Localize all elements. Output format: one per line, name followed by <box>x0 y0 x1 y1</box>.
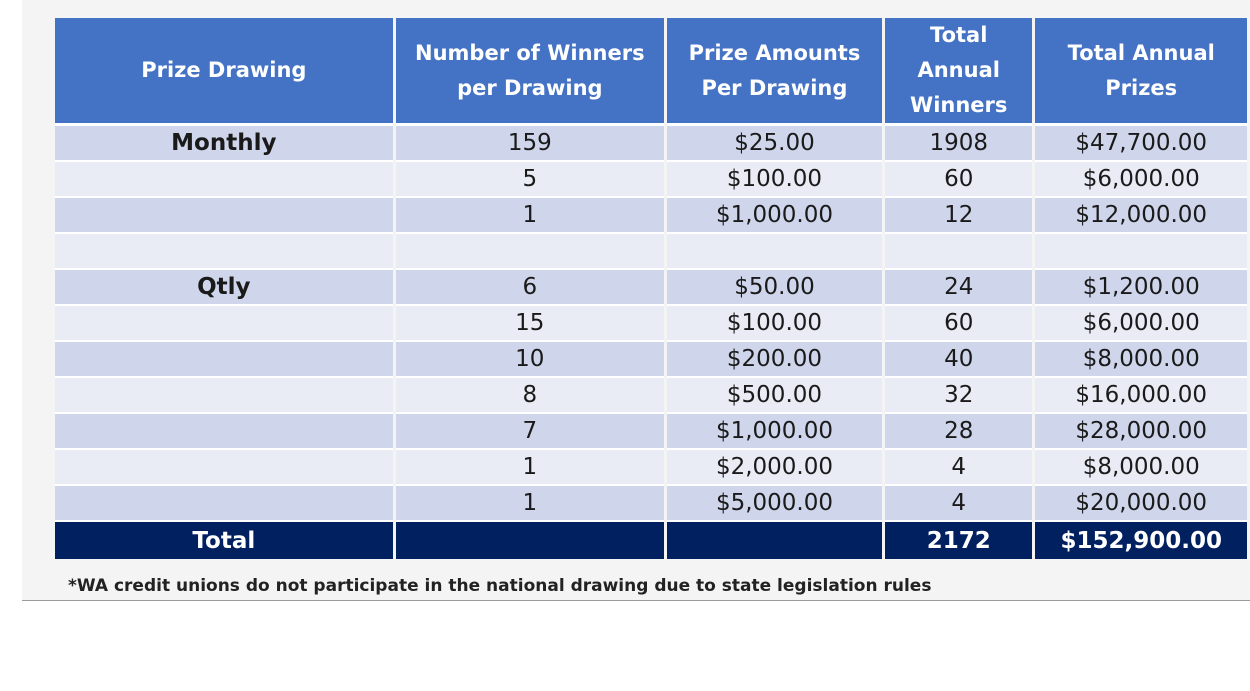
table-row <box>55 270 1247 306</box>
cell-prize-amount: $1,000.00 <box>667 414 882 450</box>
cell-prize-amount: $200.00 <box>667 342 882 378</box>
table-row <box>55 198 1247 234</box>
cell-total-annual-prizes <box>1035 234 1247 270</box>
total-annual-winners: 2172 <box>885 522 1032 559</box>
total-label: Total <box>55 522 393 559</box>
cell-total-annual-prizes: $1,200.00 <box>1035 270 1247 306</box>
cell-winners-per-drawing: 15 <box>396 306 664 342</box>
cell-prize-drawing <box>55 414 393 450</box>
header-row <box>55 18 1247 126</box>
total-prize-amount <box>667 522 882 559</box>
cell-total-annual-prizes: $12,000.00 <box>1035 198 1247 234</box>
cell-total-annual-prizes: $6,000.00 <box>1035 162 1247 198</box>
cell-prize-amount: $2,000.00 <box>667 450 882 486</box>
table-row <box>55 306 1247 342</box>
cell-winners-per-drawing: 1 <box>396 486 664 522</box>
footnote: *WA credit unions do not participate in the national drawing due to state legislation rules <box>68 576 932 596</box>
total-winners-per-drawing <box>396 522 664 559</box>
cell-prize-drawing <box>55 378 393 414</box>
cell-prize-amount: $100.00 <box>667 162 882 198</box>
cell-winners-per-drawing: 159 <box>396 126 664 162</box>
header-total-annual-winners: Total Annual Winners <box>885 18 1032 126</box>
cell-total-annual-prizes: $8,000.00 <box>1035 342 1247 378</box>
cell-total-annual-winners <box>885 234 1032 270</box>
cell-total-annual-winners: 60 <box>885 306 1032 342</box>
cell-total-annual-prizes: $6,000.00 <box>1035 306 1247 342</box>
table-row <box>55 450 1247 486</box>
table-row <box>55 486 1247 522</box>
cell-winners-per-drawing: 5 <box>396 162 664 198</box>
cell-total-annual-winners: 4 <box>885 486 1032 522</box>
prize-table <box>52 18 1250 559</box>
cell-total-annual-prizes: $16,000.00 <box>1035 378 1247 414</box>
cell-total-annual-prizes: $47,700.00 <box>1035 126 1247 162</box>
slide <box>22 0 1250 601</box>
cell-prize-amount: $25.00 <box>667 126 882 162</box>
cell-winners-per-drawing: 6 <box>396 270 664 306</box>
cell-prize-drawing <box>55 198 393 234</box>
cell-prize-drawing <box>55 162 393 198</box>
cell-prize-amount: $1,000.00 <box>667 198 882 234</box>
total-annual-prizes: $152,900.00 <box>1035 522 1247 559</box>
cell-prize-drawing: Qtly <box>55 270 393 306</box>
cell-winners-per-drawing: 8 <box>396 378 664 414</box>
cell-prize-drawing: Monthly <box>55 126 393 162</box>
cell-total-annual-winners: 4 <box>885 450 1032 486</box>
table-row-spacer <box>55 234 1247 270</box>
cell-total-annual-winners: 60 <box>885 162 1032 198</box>
cell-prize-amount: $5,000.00 <box>667 486 882 522</box>
cell-prize-amount: $500.00 <box>667 378 882 414</box>
cell-total-annual-prizes: $8,000.00 <box>1035 450 1247 486</box>
header-prize-amounts: Prize Amounts Per Drawing <box>667 18 882 126</box>
cell-prize-amount: $100.00 <box>667 306 882 342</box>
cell-total-annual-winners: 32 <box>885 378 1032 414</box>
table-row <box>55 378 1247 414</box>
cell-winners-per-drawing: 7 <box>396 414 664 450</box>
header-number-of-winners: Number of Winners per Drawing <box>396 18 664 126</box>
cell-prize-drawing <box>55 234 393 270</box>
cell-total-annual-winners: 1908 <box>885 126 1032 162</box>
total-row <box>55 522 1247 559</box>
cell-total-annual-winners: 40 <box>885 342 1032 378</box>
cell-winners-per-drawing: 1 <box>396 198 664 234</box>
header-prize-drawing: Prize Drawing <box>55 18 393 126</box>
cell-total-annual-winners: 12 <box>885 198 1032 234</box>
cell-total-annual-winners: 28 <box>885 414 1032 450</box>
header-total-annual-prizes: Total Annual Prizes <box>1035 18 1247 126</box>
table-row <box>55 414 1247 450</box>
cell-total-annual-prizes: $28,000.00 <box>1035 414 1247 450</box>
cell-prize-amount: $50.00 <box>667 270 882 306</box>
table-row <box>55 342 1247 378</box>
table-row <box>55 162 1247 198</box>
cell-prize-drawing <box>55 450 393 486</box>
cell-prize-drawing <box>55 306 393 342</box>
cell-winners-per-drawing: 1 <box>396 450 664 486</box>
cell-prize-drawing <box>55 486 393 522</box>
cell-prize-amount <box>667 234 882 270</box>
table-row <box>55 126 1247 162</box>
cell-prize-drawing <box>55 342 393 378</box>
cell-total-annual-prizes: $20,000.00 <box>1035 486 1247 522</box>
cell-winners-per-drawing: 10 <box>396 342 664 378</box>
cell-total-annual-winners: 24 <box>885 270 1032 306</box>
cell-winners-per-drawing <box>396 234 664 270</box>
